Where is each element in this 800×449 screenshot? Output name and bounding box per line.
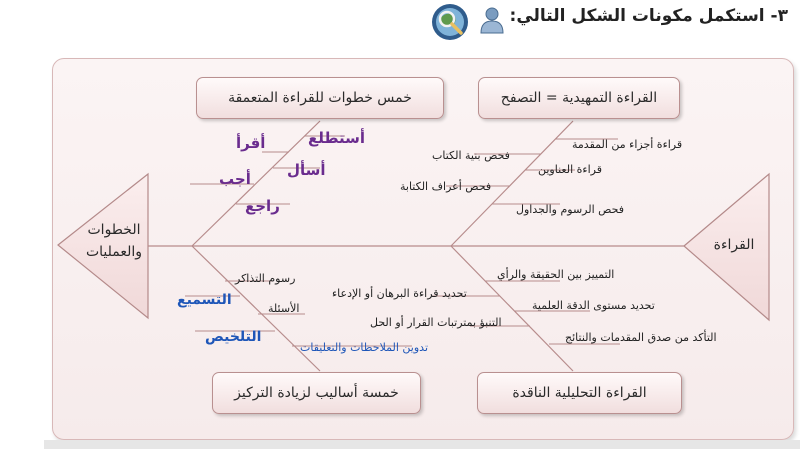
question-title: ٣- استكمل مكونات الشكل التالي:: [509, 6, 788, 26]
box-preview-reading: القراءة التمهيدية = التصفح: [478, 77, 680, 119]
item-verify-premises: التأكد من صدق المقدمات والنتائج: [565, 331, 717, 344]
item-summarizing: التلخيص: [205, 329, 262, 345]
item-scientific-accuracy: تحديد مستوى الدقة العلمية: [532, 299, 655, 312]
head-label: القراءة: [713, 237, 755, 253]
tail-label: الخطوات والعمليات: [85, 222, 143, 260]
item-figures-tables: فحص الرسوم والجداول: [516, 203, 624, 216]
step-review: راجع: [245, 197, 280, 215]
item-predict-consequences: التنبؤ بمترتبات القرار أو الحل: [370, 316, 502, 329]
item-ticket-drawings: رسوم التذاكر: [235, 272, 296, 285]
box-critical-reading: القراءة التحليلية الناقدة: [477, 372, 682, 414]
step-read: أقرأ: [236, 134, 266, 152]
item-recitation: التسميع: [177, 292, 232, 308]
item-note-taking: تدوين الملاحظات والتعليقات: [300, 341, 429, 354]
item-book-structure: فحص بنية الكتاب: [432, 149, 510, 162]
item-writing-conventions: فحص أعراف الكتابة: [400, 180, 492, 193]
item-questions: الأسئلة: [268, 302, 300, 315]
item-read-headings: قراءة العناوين: [538, 163, 602, 176]
box-deep-reading-steps: خمس خطوات للقراءة المتعمقة: [196, 77, 444, 119]
step-question: أسأل: [287, 161, 326, 179]
box-focus-methods: خمسة أساليب لزيادة التركيز: [212, 372, 421, 414]
step-answer: أجب: [219, 170, 251, 188]
item-read-intro: قراءة أجزاء من المقدمة: [572, 138, 683, 151]
step-survey: أستطلع: [308, 129, 365, 147]
item-fact-opinion: التمييز بين الحقيقة والرأي: [497, 268, 615, 281]
item-evidence-claim: تحديد قراءة البرهان أو الإدعاء: [332, 287, 467, 300]
